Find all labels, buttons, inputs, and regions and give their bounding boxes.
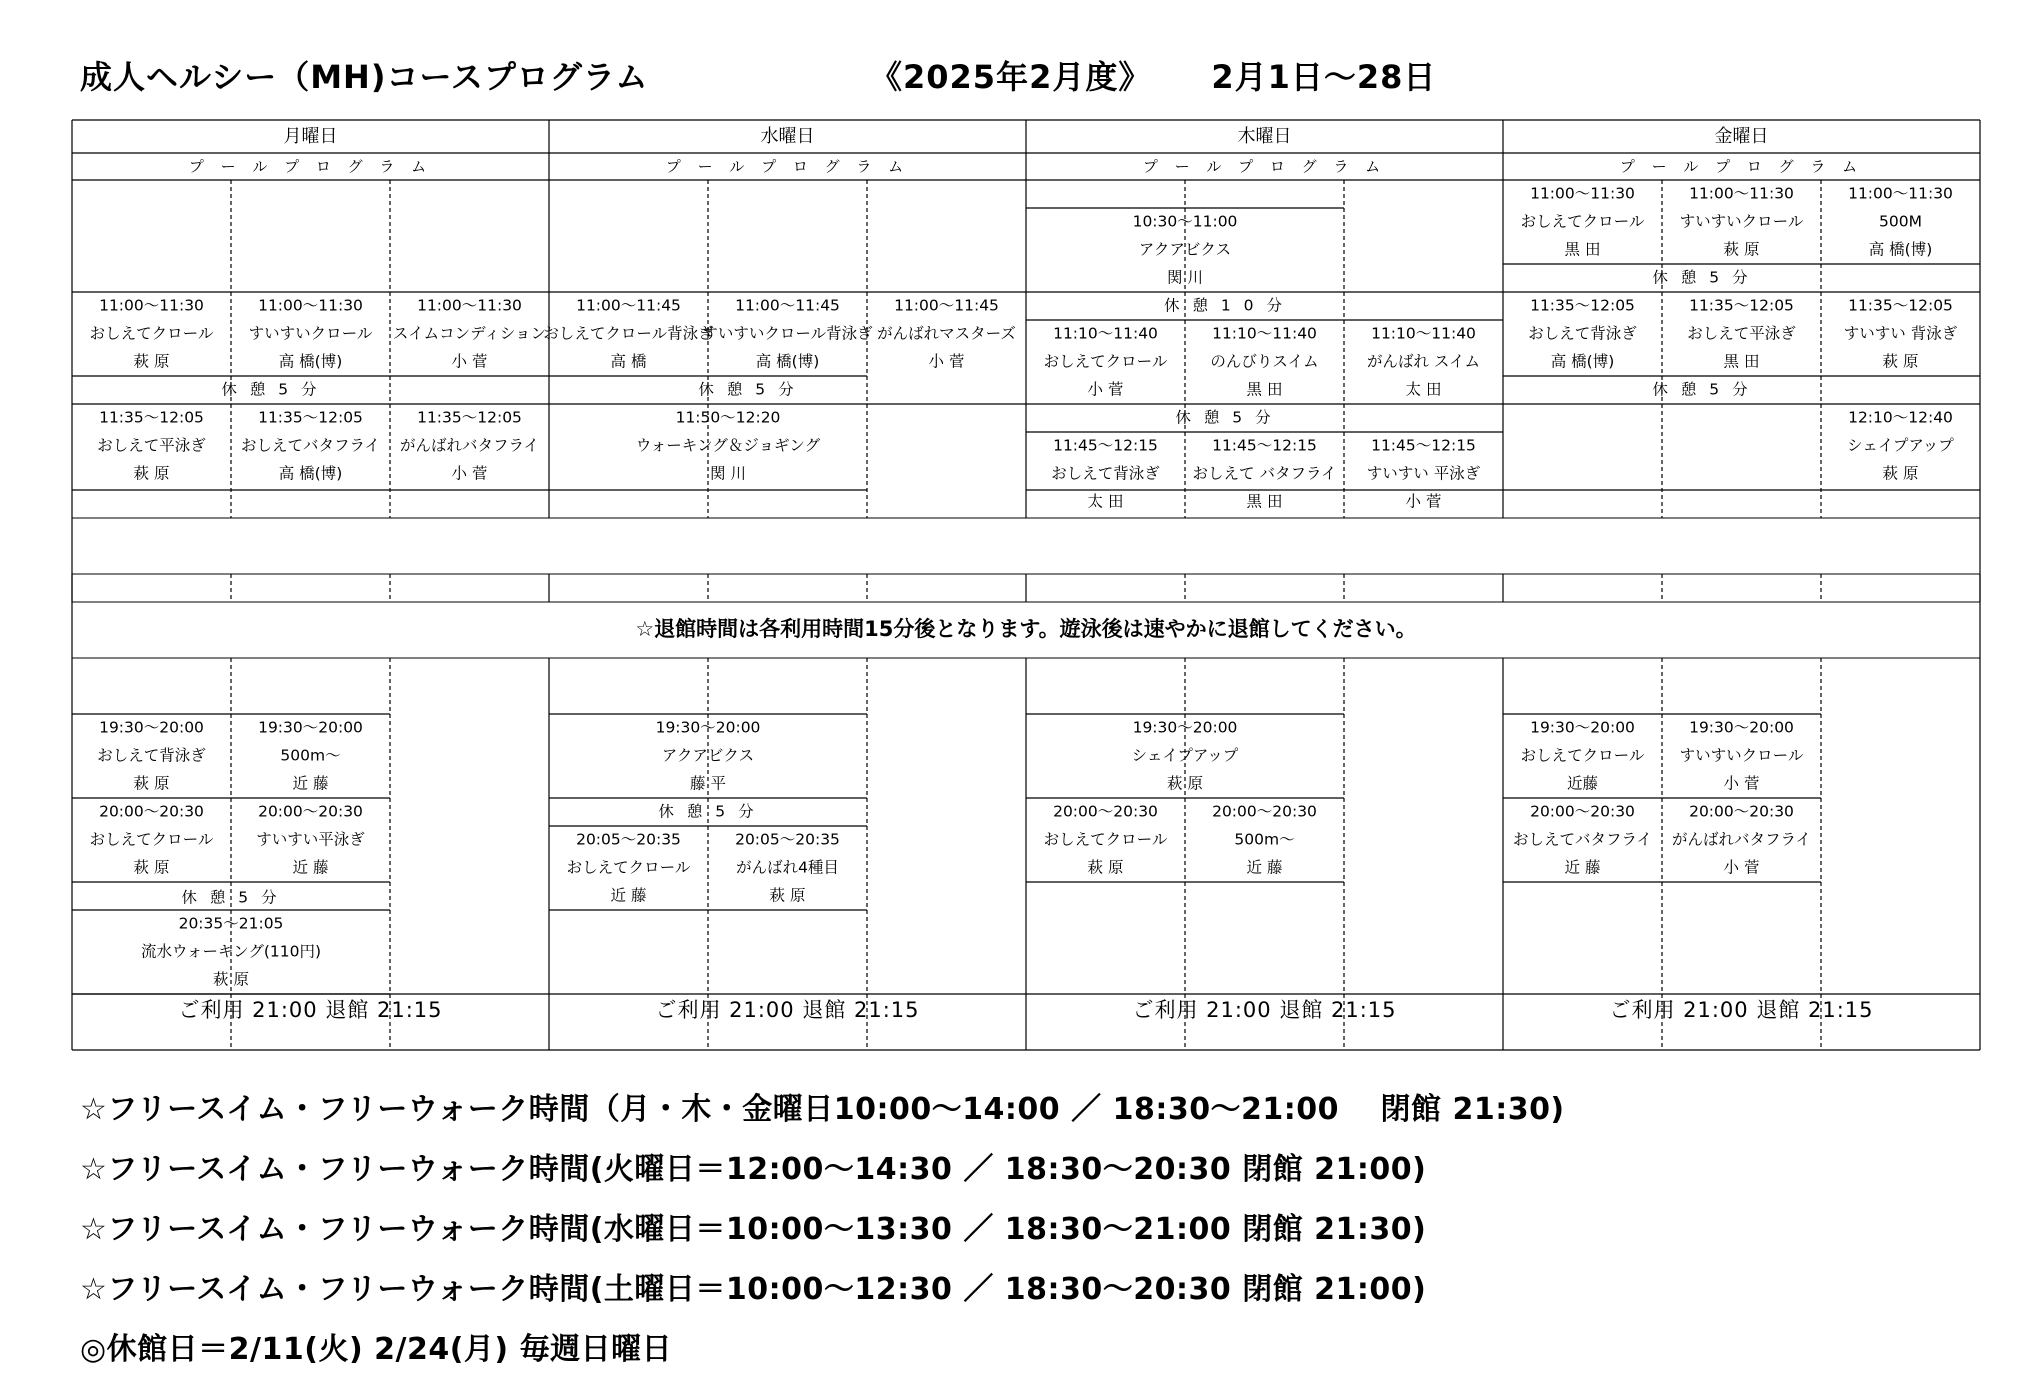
session-name: 流水ウォーキング(110円) [140, 942, 322, 961]
session-instructor: 萩 原 [133, 464, 170, 483]
session-time: 11:45～12:15 [1371, 436, 1476, 455]
day-header: 木曜日 [1237, 126, 1292, 147]
session-name: おしえてクロール [1043, 352, 1168, 371]
session-instructor: 萩 原 [1882, 464, 1919, 483]
session-instructor: 萩 原 [769, 886, 806, 905]
session-instructor: 高 橋(博) [278, 464, 343, 483]
session-time: 20:00～20:30 [1212, 802, 1317, 821]
rest-label: 休 憩 5 分 [1652, 268, 1752, 287]
session-name: おしえてクロール [89, 324, 214, 343]
notes-section [80, 1080, 1565, 1380]
note-closed-days: ◎休館日＝2/11(火) 2/24(月) 毎週日曜日 [80, 1332, 673, 1367]
session-instructor: 高 橋(博) [1868, 240, 1933, 259]
session-instructor: 高 橋(博) [1550, 352, 1615, 371]
pool-program-label: プ ー ル プ ロ グ ラ ム [1142, 157, 1387, 176]
session-time: 11:00～11:45 [894, 296, 999, 315]
session-time: 19:30～20:00 [655, 718, 761, 737]
session-instructor: 萩 原 [133, 774, 170, 793]
session-time: 20:00～20:30 [1530, 802, 1635, 821]
pool-program-label: プ ー ル プ ロ グ ラ ム [665, 157, 910, 176]
session-name: おしえて平泳ぎ [1687, 324, 1796, 343]
session-time: 11:00～11:30 [1530, 184, 1635, 203]
day-header: 水曜日 [760, 126, 815, 147]
usage-time-label: ご利用 21:00 退館 21:15 [1609, 998, 1874, 1022]
session-name: すいすいクロール [1679, 746, 1804, 765]
session-time: 20:00～20:30 [1689, 802, 1794, 821]
session-name: おしえてクロール背泳ぎ [543, 324, 714, 343]
rest-label: 休 憩 5 分 [698, 380, 798, 399]
session-instructor: 小 菅 [1405, 492, 1442, 511]
session-instructor: 萩 原 [133, 858, 170, 877]
session-instructor: 小 菅 [1087, 380, 1124, 399]
session-name: のんびりスイム [1210, 352, 1319, 371]
session-instructor: 黒 田 [1246, 492, 1283, 511]
day-header: 月曜日 [283, 126, 338, 147]
session-instructor: 黒 田 [1564, 240, 1601, 259]
session-name: アクアビクス [1138, 240, 1232, 259]
session-time: 20:00～20:30 [258, 802, 363, 821]
session-time: 11:50～12:20 [675, 408, 781, 427]
note-free-swim-sat: ☆フリースイム・フリーウォーク時間(土曜日＝10:00～12:30 ／ 18:30～20:30 閉館 21:00) [80, 1272, 1427, 1307]
session-time: 11:35～12:05 [258, 408, 363, 427]
session-instructor: 高 橋 [610, 352, 647, 371]
session-instructor: 小 菅 [928, 352, 965, 371]
session-name: がんばれ4種目 [736, 858, 839, 877]
session-time: 11:35～12:05 [1689, 296, 1794, 315]
session-time: 11:00～11:30 [417, 296, 522, 315]
session-time: 11:00～11:30 [1689, 184, 1794, 203]
session-instructor: 近藤 [1566, 774, 1599, 793]
session-instructor: 近 藤 [1246, 858, 1283, 877]
session-time: 11:00～11:30 [99, 296, 204, 315]
session-time: 11:10～11:40 [1371, 324, 1476, 343]
session-name: おしえてクロール [89, 830, 214, 849]
session-instructor: 高 橋(博) [278, 352, 343, 371]
session-name: スイムコンディション [392, 324, 547, 343]
rest-label: 休 憩 5 分 [1652, 380, 1752, 399]
session-instructor: 萩 原 [1167, 774, 1203, 793]
session-time: 20:05～20:35 [576, 830, 681, 849]
session-instructor: 高 橋(博) [755, 352, 820, 371]
session-time: 19:30～20:00 [1689, 718, 1794, 737]
session-name: 500m～ [280, 746, 341, 765]
session-time: 11:00～11:30 [258, 296, 363, 315]
session-time: 20:00～20:30 [1053, 802, 1158, 821]
session-time: 11:35～12:05 [417, 408, 522, 427]
session-instructor: 太 田 [1405, 380, 1442, 399]
day-header: 金曜日 [1714, 126, 1769, 147]
session-time: 11:00～11:45 [735, 296, 840, 315]
session-instructor: 萩 原 [1723, 240, 1760, 259]
session-name: 500M [1879, 212, 1922, 231]
session-name: シェイプアップ [1847, 436, 1954, 455]
session-time: 11:35～12:05 [1530, 296, 1635, 315]
usage-time-label: ご利用 21:00 退館 21:15 [655, 998, 920, 1022]
usage-time-label: ご利用 21:00 退館 21:15 [1132, 998, 1397, 1022]
session-name: おしえてバタフライ [1512, 830, 1653, 849]
period-month: 《2025年2月度》 [870, 58, 1152, 96]
session-name: おしえて背泳ぎ [1528, 324, 1637, 343]
pool-program-label: プ ー ル プ ロ グ ラ ム [1619, 157, 1864, 176]
session-time: 19:30～20:00 [99, 718, 204, 737]
session-instructor: 藤 平 [690, 774, 726, 793]
session-instructor: 近 藤 [610, 886, 647, 905]
session-instructor: 小 菅 [451, 352, 488, 371]
session-instructor: 小 菅 [1723, 858, 1760, 877]
session-name: すいすいクロール [1679, 212, 1804, 231]
session-time: 11:35～12:05 [99, 408, 204, 427]
session-instructor: 太 田 [1087, 492, 1124, 511]
session-name: すいすいクロール背泳ぎ [702, 324, 873, 343]
usage-time-label: ご利用 21:00 退館 21:15 [178, 998, 443, 1022]
page-title: 成人ヘルシー（MH)コースプログラム [80, 58, 649, 96]
session-time: 11:45～12:15 [1053, 436, 1158, 455]
session-name: おしえて背泳ぎ [97, 746, 206, 765]
session-time: 11:35～12:05 [1848, 296, 1953, 315]
session-time: 10:30～11:00 [1132, 212, 1238, 231]
session-time: 20:00～20:30 [99, 802, 204, 821]
session-time: 19:30～20:00 [1530, 718, 1635, 737]
rest-label: 休 憩 5 分 [181, 888, 281, 907]
session-time: 20:05～20:35 [735, 830, 840, 849]
session-instructor: 黒 田 [1723, 352, 1760, 371]
session-instructor: 萩 原 [133, 352, 170, 371]
note-free-swim-mon-thu-fri: ☆フリースイム・フリーウォーク時間（月・木・金曜日10:00～14:00 ／ 18:30～21:00 閉館 21:30) [80, 1092, 1565, 1127]
session-time: 11:45～12:15 [1212, 436, 1317, 455]
session-name: すいすい 背泳ぎ [1843, 324, 1958, 343]
session-name: 500m～ [1234, 830, 1295, 849]
session-instructor: 関 川 [710, 464, 746, 483]
session-time: 20:35～21:05 [178, 914, 284, 933]
session-instructor: 近 藤 [1564, 858, 1601, 877]
session-name: すいすいクロール [248, 324, 373, 343]
session-time: 11:00～11:45 [576, 296, 681, 315]
session-time: 19:30～20:00 [1132, 718, 1238, 737]
session-name: がんばれ スイム [1366, 352, 1481, 371]
session-name: ウォーキング＆ジョギング [635, 436, 821, 455]
session-name: すいすい平泳ぎ [256, 830, 365, 849]
session-instructor: 近 藤 [292, 774, 329, 793]
session-name: おしえて平泳ぎ [97, 436, 206, 455]
session-name: おしえてバタフライ [240, 436, 381, 455]
session-time: 12:10～12:40 [1848, 408, 1953, 427]
session-time: 11:10～11:40 [1212, 324, 1317, 343]
session-instructor: 萩 原 [1087, 858, 1124, 877]
session-name: おしえてクロール [1520, 746, 1645, 765]
exit-time-notice: ☆退館時間は各利用時間15分後となります。遊泳後は速やかに退館してください。 [635, 617, 1417, 641]
session-name: アクアビクス [661, 746, 755, 765]
session-instructor: 黒 田 [1246, 380, 1283, 399]
period-dates: 2月1日～28日 [1211, 58, 1437, 96]
note-free-swim-wed: ☆フリースイム・フリーウォーク時間(水曜日＝10:00～13:30 ／ 18:30～21:00 閉館 21:30) [80, 1212, 1427, 1247]
session-instructor: 近 藤 [292, 858, 329, 877]
session-name: すいすい 平泳ぎ [1366, 464, 1481, 483]
session-name: がんばれバタフライ [1671, 830, 1812, 849]
session-instructor: 小 菅 [1723, 774, 1760, 793]
session-name: おしえてクロール [1043, 830, 1168, 849]
pool-program-label: プ ー ル プ ロ グ ラ ム [188, 157, 433, 176]
session-time: 11:10～11:40 [1053, 324, 1158, 343]
session-name: おしえて背泳ぎ [1051, 464, 1160, 483]
session-name: がんばれマスターズ [877, 324, 1016, 343]
session-instructor: 萩 原 [1882, 352, 1919, 371]
rest-label: 休 憩 1 0 分 [1164, 296, 1286, 315]
session-name: おしえてクロール [1520, 212, 1645, 231]
rest-label: 休 憩 5 分 [221, 380, 321, 399]
session-instructor: 関 川 [1167, 268, 1203, 287]
session-name: おしえてクロール [566, 858, 691, 877]
session-name: がんばれバタフライ [399, 436, 540, 455]
session-time: 19:30～20:00 [258, 718, 363, 737]
session-instructor: 萩 原 [213, 970, 249, 989]
session-time: 11:00～11:30 [1848, 184, 1953, 203]
session-name: シェイプアップ [1131, 746, 1239, 765]
note-free-swim-tue: ☆フリースイム・フリーウォーク時間(火曜日＝12:00～14:30 ／ 18:30～20:30 閉館 21:00) [80, 1152, 1427, 1187]
rest-label: 休 憩 5 分 [1175, 408, 1275, 427]
session-instructor: 小 菅 [451, 464, 488, 483]
rest-label: 休 憩 5 分 [658, 802, 758, 821]
session-name: おしえて バタフライ [1192, 464, 1337, 483]
